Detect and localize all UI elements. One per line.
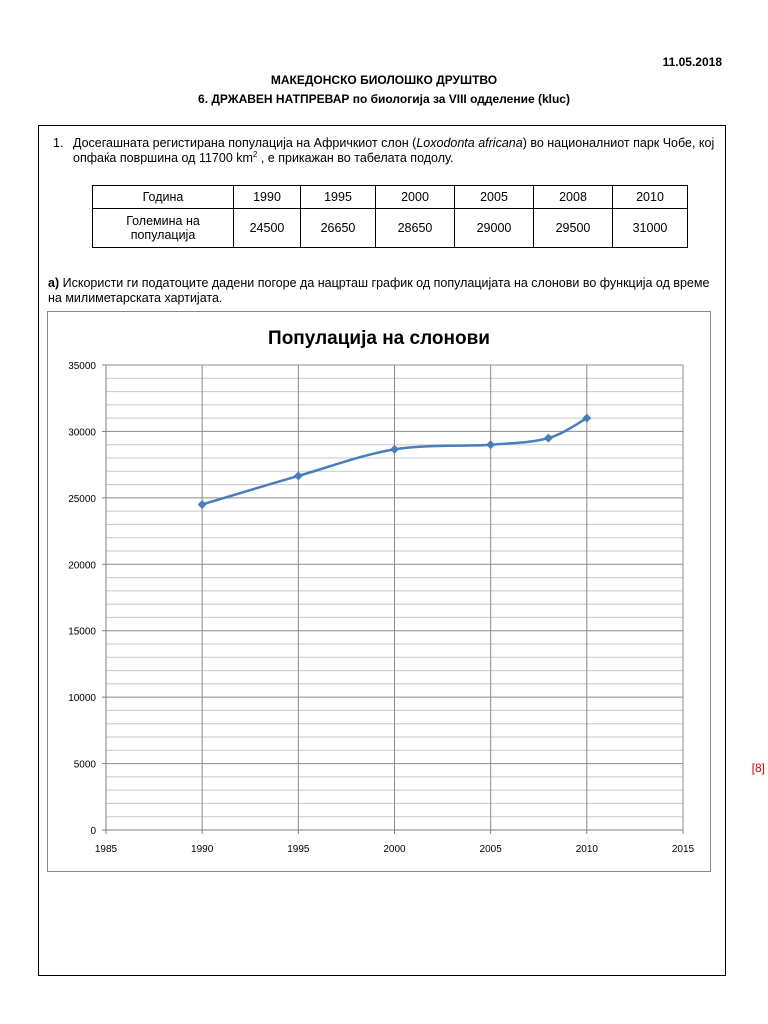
y-tick-label: 35000 <box>68 361 96 372</box>
y-tick-label: 5000 <box>73 759 96 771</box>
y-tick-label: 30000 <box>68 427 96 439</box>
chart-container <box>47 311 711 872</box>
table-cell-population: 29500 <box>534 209 613 248</box>
data-point-marker <box>390 445 399 454</box>
question-text-part1: Досегашната регистирана популација на Афричкиот слон ( <box>73 136 417 150</box>
table-cell-year: 1990 <box>234 186 301 209</box>
x-tick-label: 2010 <box>575 844 598 855</box>
data-point-marker <box>294 471 303 480</box>
table-cell-year: 2000 <box>376 186 455 209</box>
y-tick-label: 20000 <box>68 560 96 572</box>
competition-title: 6. ДРЖАВЕН НАТПРЕВАР по биологија за VIII одделение (kluc) <box>198 92 570 106</box>
question-text-part2: ) во националниот парк Чобе, кој опфаќа површина од 11700 km <box>73 136 715 165</box>
table-row-label-population: Големина на популација <box>93 209 234 248</box>
x-tick-label: 1995 <box>287 844 310 855</box>
table-cell-population: 29000 <box>455 209 534 248</box>
table-cell-population: 24500 <box>234 209 301 248</box>
table-cell-year: 2005 <box>455 186 534 209</box>
population-table <box>92 185 688 248</box>
organization-title: МАКЕДОНСКО БИОЛОШКО ДРУШТВО <box>270 73 498 87</box>
exam-date: 11.05.2018 <box>662 55 722 69</box>
species-name: Loxodonta africana <box>416 136 523 150</box>
table-cell-year: 2008 <box>534 186 613 209</box>
points-label: [8] <box>751 761 765 775</box>
chart-tick-labels <box>68 361 694 855</box>
y-tick-label: 10000 <box>68 693 96 705</box>
task-text: Искористи ги податоците дадени погоре да нацрташ график од популацијата на слонови во функција од време на милиметарската хартијата. <box>48 276 710 305</box>
table-row-label-year: Година <box>93 186 234 209</box>
x-tick-label: 2000 <box>383 844 406 855</box>
task-label: а) <box>48 276 60 290</box>
table-row-population <box>93 209 688 248</box>
table-cell-population: 26650 <box>301 209 376 248</box>
chart-title: Популација на слонови <box>268 328 490 349</box>
x-tick-label: 1990 <box>191 844 214 855</box>
table-cell-year: 1995 <box>301 186 376 209</box>
table-row-years <box>93 186 688 209</box>
y-tick-label: 15000 <box>68 626 96 638</box>
x-tick-label: 2005 <box>479 844 502 855</box>
data-point-marker <box>544 434 553 443</box>
table-cell-year: 2010 <box>613 186 688 209</box>
table-cell-population: 31000 <box>613 209 688 248</box>
data-point-marker <box>198 500 207 509</box>
question-number: 1. <box>53 136 64 150</box>
question-box <box>38 125 726 976</box>
y-tick-label: 25000 <box>68 493 96 505</box>
table-cell-population: 28650 <box>376 209 455 248</box>
task-a <box>48 276 720 306</box>
x-tick-label: 2015 <box>671 844 695 855</box>
population-chart <box>48 312 710 871</box>
data-point-marker <box>486 440 495 449</box>
chart-major-grid <box>106 365 683 830</box>
x-tick-label: 1985 <box>94 844 118 855</box>
area-unit-superscript: 2 <box>252 149 258 159</box>
question-text <box>73 136 741 166</box>
question-text-part3: , е прикажан во табелата подолу. <box>257 151 454 165</box>
y-tick-label: 0 <box>90 826 96 837</box>
